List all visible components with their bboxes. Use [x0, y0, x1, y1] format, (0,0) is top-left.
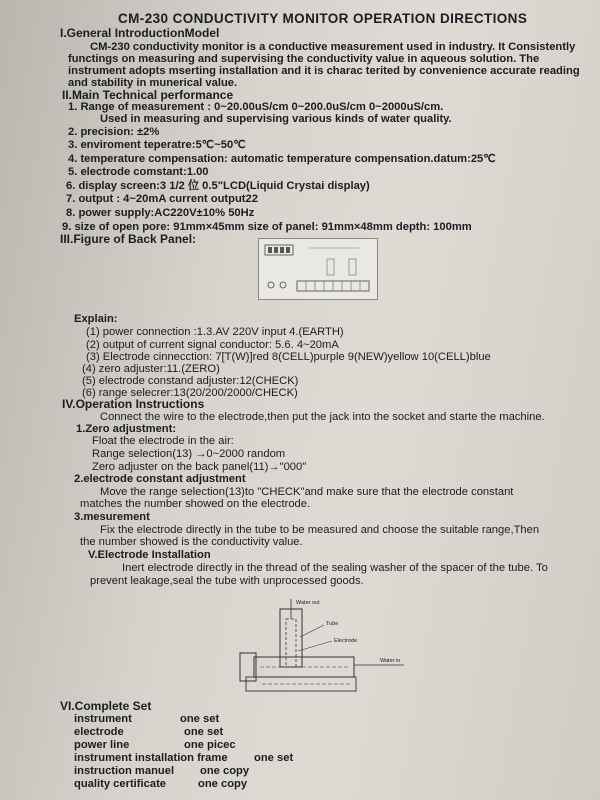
spec-item: 3. enviroment teperatre:5℃~50℃: [68, 139, 246, 151]
electrode-installation-diagram: [232, 597, 412, 707]
general-line: functings on measuring and supervising the conductivity value in aqueous solution. The: [68, 53, 540, 65]
electrode-line: Inert electrode directly in the thread of the sealing washer of the spacer of the tube. To: [122, 562, 548, 574]
zero-adjust-line: Zero adjuster on the back panel(11)→"000": [92, 461, 307, 473]
constant-adjust-line: matches the number showed on the electrode.: [80, 498, 311, 510]
set-item-qty: one copy: [198, 778, 248, 790]
explain-item: (3) Electrode cinnecction: 7[T(W)]red 8(CELL)purple 9(NEW)yellow 10(CELL)blue: [86, 351, 491, 363]
spec-item: 7. output : 4~20mA current output22: [66, 193, 258, 205]
water-in-label: Water in: [380, 658, 401, 664]
measurement-line: the number showed is the conductivity value.: [80, 536, 303, 548]
measurement-heading: 3.mesurement: [74, 511, 150, 523]
set-item-name: instrument: [74, 713, 132, 725]
installation-drawing: [232, 597, 412, 707]
spec-item: 9. size of open pore: 91mm×45mm size of panel: 91mm×48mm depth: 100mm: [62, 221, 472, 233]
back-panel-figure: [258, 238, 378, 300]
section-operation-heading: IV.Operation Instructions: [62, 397, 205, 411]
spec-item: 6. display screen:3 1/2 位 0.5"LCD(Liquid Crystai display): [66, 180, 370, 192]
explain-item: (2) output of current signal conductor: 5.6. 4~20mA: [86, 339, 339, 351]
explain-label: Explain:: [74, 313, 118, 325]
explain-item: (4) zero adjuster:11.(ZERO): [82, 363, 220, 375]
spec-item: 2. precision: ±2%: [68, 126, 160, 138]
section-technical-heading: II.Main Technical performance: [62, 88, 234, 102]
general-line: and stability in munerical value.: [68, 77, 238, 89]
explain-item: (1) power connection :1.3.AV 220V input 4.(EARTH): [86, 326, 344, 338]
zero-adjust-line: Range selection(13) →0~2000 random: [92, 448, 286, 460]
water-out-label: Water out: [296, 600, 320, 606]
zero-adjust-line: Float the electrode in the air:: [92, 435, 234, 447]
measurement-line: Fix the electrode directly in the tube to be measured and choose the suitable range,Then: [100, 524, 540, 536]
explain-item: (5) electrode constand adjuster:12(CHECK): [82, 375, 299, 387]
set-item-name: instrument installation frame: [74, 752, 228, 764]
set-item-name: power line: [74, 739, 130, 751]
set-item-qty: one picec: [184, 739, 236, 751]
operation-intro: Connect the wire to the electrode,then put the jack into the socket and starte the machine.: [100, 411, 545, 423]
constant-adjust-line: Move the range selection(13)to "CHECK"and make sure that the electrode constant: [100, 486, 514, 498]
section-electrode-heading: V.Electrode Installation: [88, 549, 211, 561]
section-complete-set-heading: VI.Complete Set: [60, 699, 152, 713]
set-item-qty: one set: [184, 726, 224, 738]
spec-item: Used in measuring and supervising various kinds of water quality.: [100, 113, 452, 125]
general-line: CM-230 conductivity monitor is a conductive measurement used in industry. It Consistently: [90, 41, 576, 53]
electrode-label: Electrode: [334, 638, 358, 644]
set-item-qty: one set: [254, 752, 294, 764]
spec-item: 8. power supply:AC220V±10% 50Hz: [66, 207, 255, 219]
spec-item: 4. temperature compensation: automatic temperature compensation.datum:25℃: [68, 153, 496, 165]
document-title: CM-230 CONDUCTIVITY MONITOR OPERATION DIRECTIONS: [118, 11, 528, 26]
explain-item: (6) range selecrer:13(20/200/2000/CHECK): [82, 387, 298, 399]
set-item-name: electrode: [74, 726, 124, 738]
tube-label: Tube: [326, 621, 339, 627]
set-item-qty: one set: [180, 713, 220, 725]
electrode-line: prevent leakage,seal the tube with unprocessed goods.: [90, 575, 364, 587]
spec-item: 1. Range of measurement : 0~20.00uS/cm 0~200.0uS/cm 0~2000uS/cm.: [68, 101, 444, 113]
general-line: instrument adopts mserting installation and it is charac terited by convenience accurate reading: [68, 65, 580, 77]
section-back-panel-heading: III.Figure of Back Panel:: [60, 232, 197, 246]
set-item-qty: one copy: [200, 765, 250, 777]
constant-adjust-heading: 2.electrode constant adjustment: [74, 473, 246, 485]
set-item-name: quality certificate: [74, 778, 167, 790]
set-item-name: instruction manuel: [74, 765, 175, 777]
section-general-heading: I.General IntroductionModel: [60, 26, 220, 40]
spec-item: 5. electrode comstant:1.00: [68, 166, 209, 178]
zero-adjust-heading: 1.Zero adjustment:: [76, 423, 177, 435]
back-panel-drawing: [259, 239, 377, 299]
